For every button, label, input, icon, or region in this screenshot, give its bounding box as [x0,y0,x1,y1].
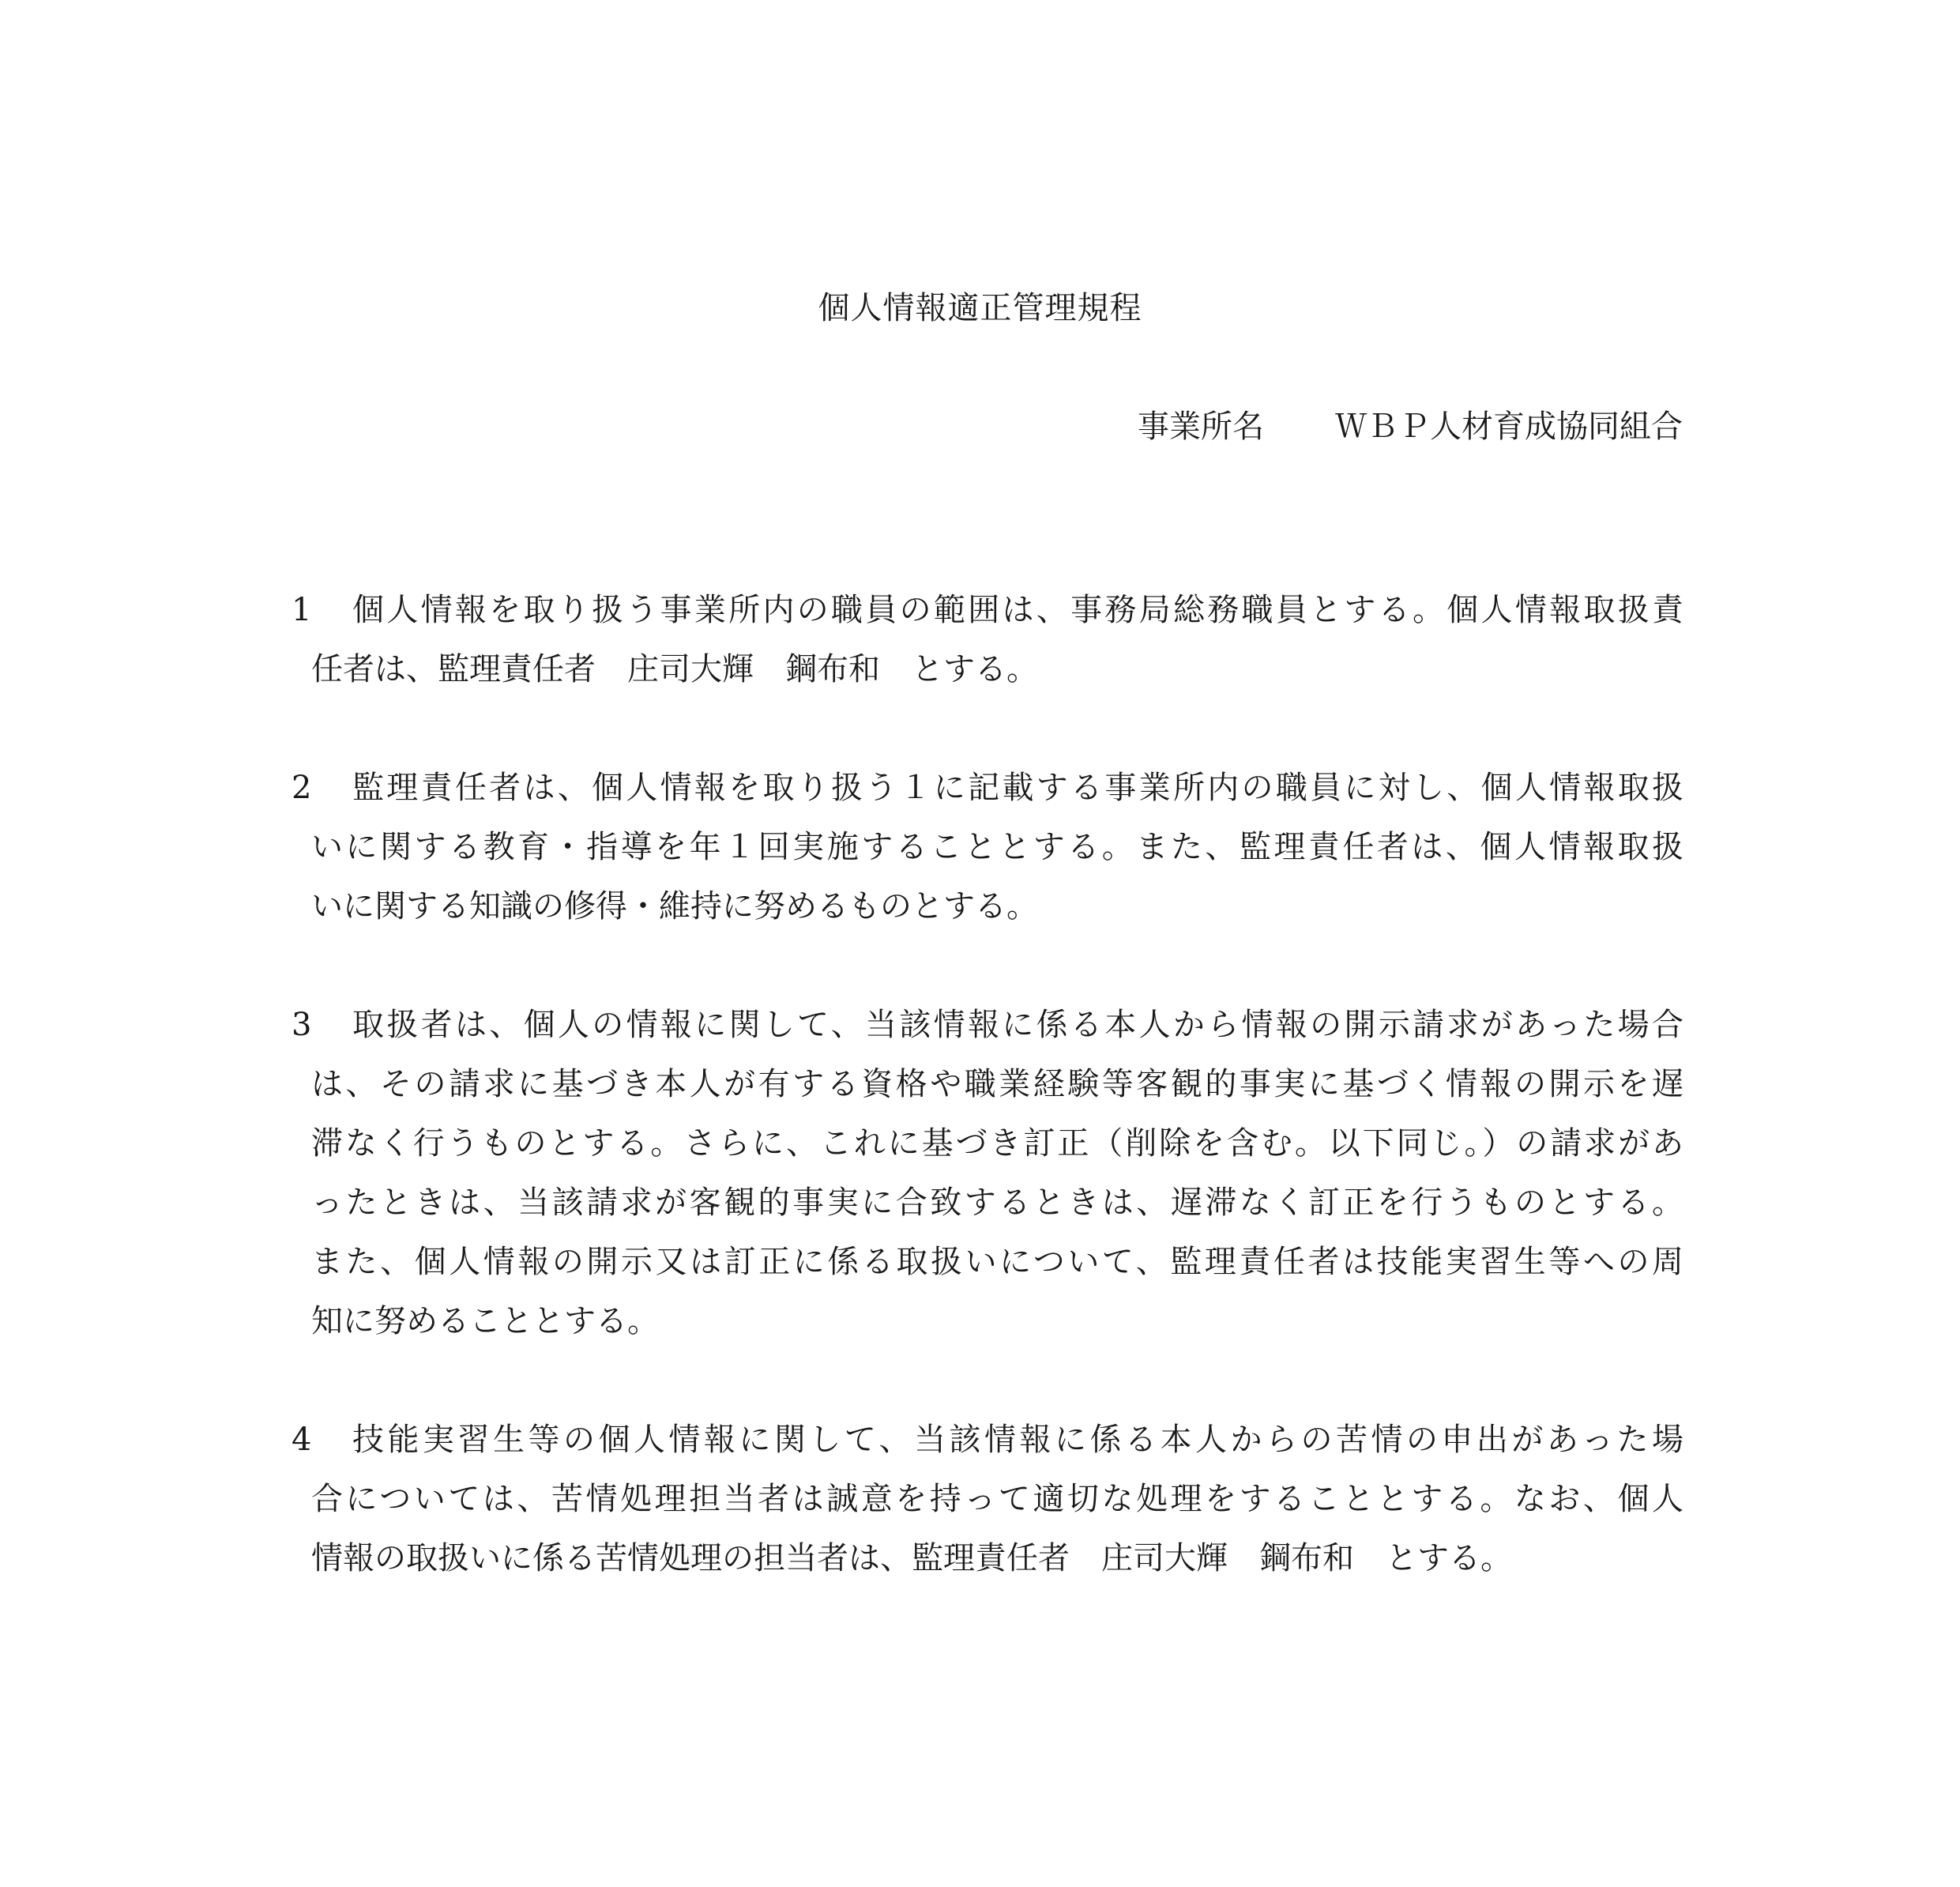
section-line: は、その請求に基づき本人が有する資格や職業経験等客観的事実に基づく情報の開示を遅 [311,1066,1683,1102]
section-3 [292,996,1683,1351]
section-number: 2 [292,770,312,806]
section-line: また、個人情報の開示又は訂正に係る取扱いについて、監理責任者は技能実習生等への周 [311,1244,1683,1280]
section-line: 滞なく行うものとする。さらに、これに基づき訂正（削除を含む。以下同じ。）の請求があ [311,1125,1683,1162]
organization-name: ＷＢＰ人材育成協同組合 [1335,409,1683,445]
section-line: 任者は、監理責任者 庄司大輝 鋼布和 とする。 [311,651,1038,687]
section-number: 1 [292,592,312,628]
section-line: 監理責任者は、個人情報を取り扱う１に記載する事業所内の職員に対し、個人情報取扱 [352,770,1683,806]
section-line: いに関する教育・指導を年１回実施することとする。また、監理責任者は、個人情報取扱 [311,829,1683,865]
section-number: 4 [292,1422,312,1458]
document-title: 個人情報適正管理規程 [818,290,1142,326]
section-line: いに関する知識の修得・維持に努めるものとする。 [311,888,1038,925]
section-number: 3 [292,1007,312,1043]
section-line: 知に努めることとする。 [311,1303,659,1339]
section-line: 合については、苦情処理担当者は誠意を持って適切な処理をすることとする。なお、個人 [311,1481,1683,1517]
section-line: 個人情報を取り扱う事業所内の職員の範囲は、事務局総務職員とする。個人情報取扱責 [352,592,1683,628]
section-4 [292,1411,1683,1588]
section-line: 技能実習生等の個人情報に関して、当該情報に係る本人からの苦情の申出があった場 [352,1422,1683,1458]
section-line: ったときは、当該請求が客観的事実に合致するときは、遅滞なく訂正を行うものとする。 [311,1185,1683,1221]
organization-line [1138,405,1683,449]
organization-label: 事業所名 [1138,409,1264,445]
section-line: 情報の取扱いに係る苦情処理の担当者は、監理責任者 庄司大輝 鋼布和 とする。 [311,1540,1512,1576]
section-line: 取扱者は、個人の情報に関して、当該情報に係る本人から情報の開示請求があった場合 [352,1007,1683,1043]
section-2 [292,759,1683,936]
section-1 [292,581,1683,699]
